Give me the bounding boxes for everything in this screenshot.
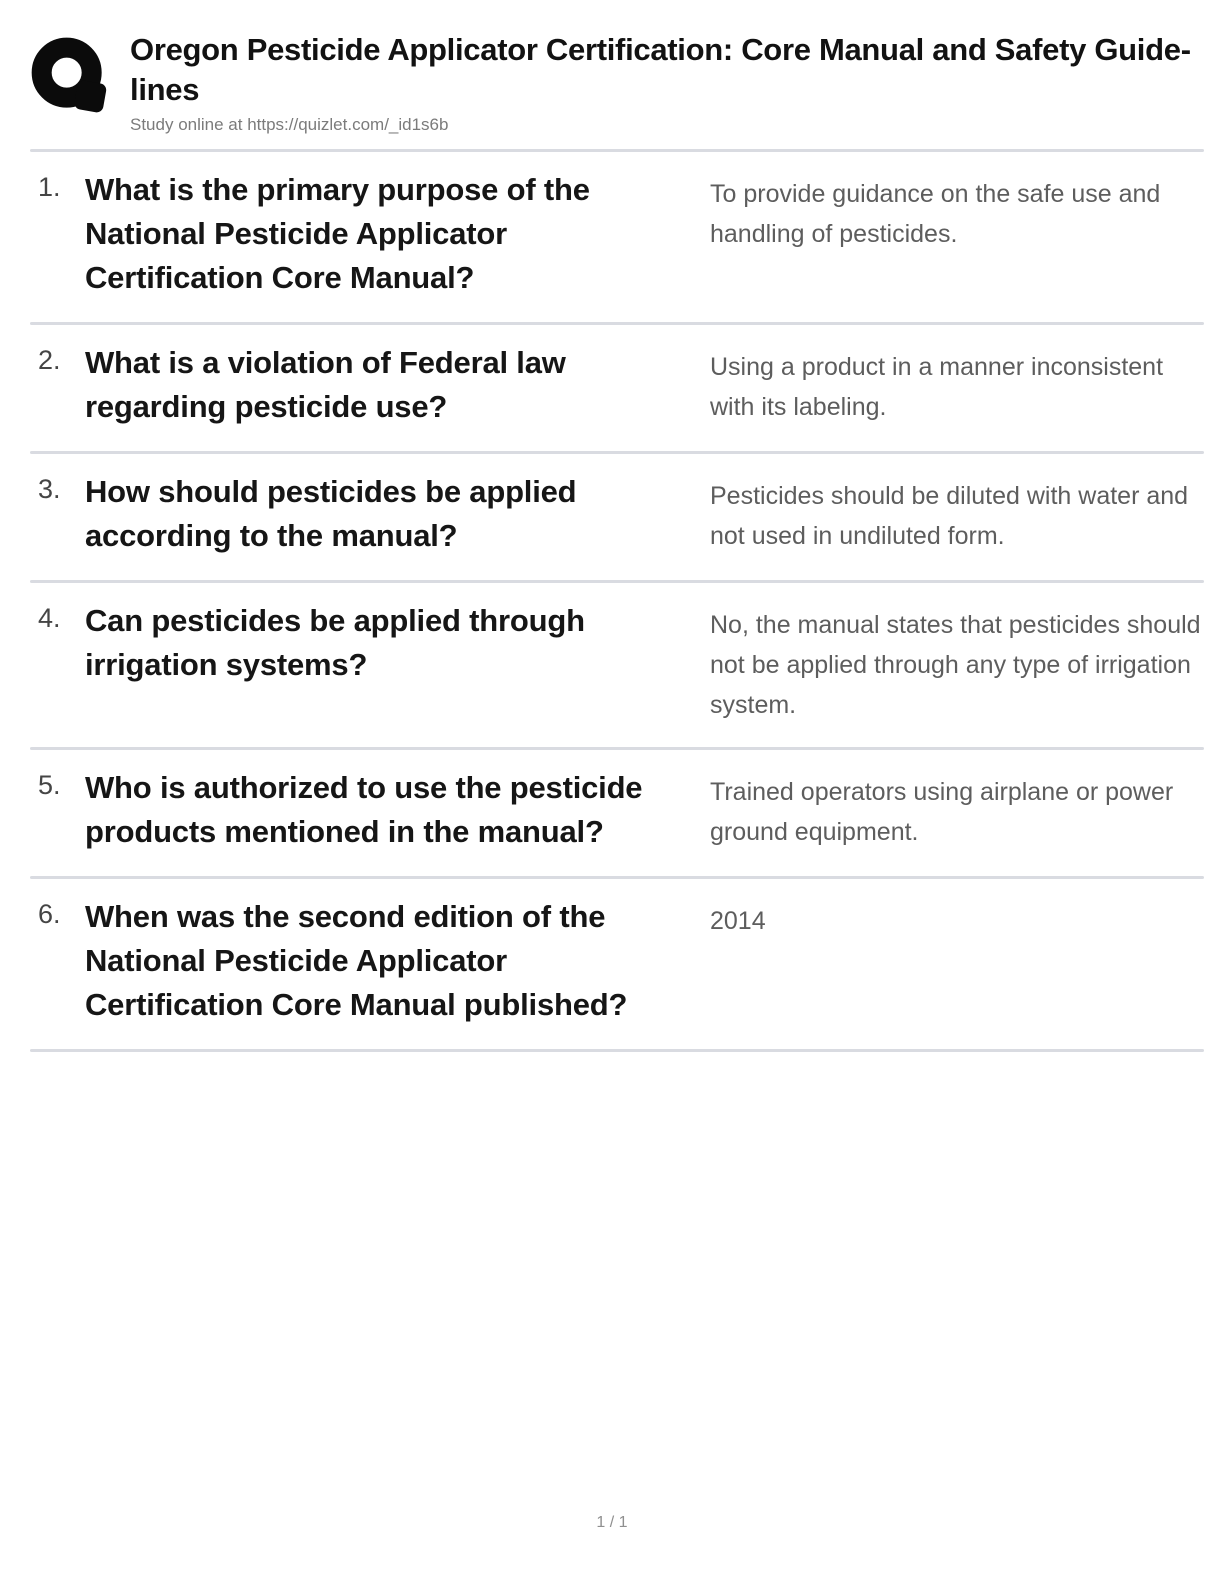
question-number: 1.: [38, 172, 61, 202]
page-title: Oregon Pesticide Applicator Certification: Core Manual and Safety Guidelines: [130, 32, 1192, 107]
qa-row: [30, 152, 1204, 322]
question-text: Can pesticides be applied through irrigation systems?: [85, 603, 585, 682]
answer-text: To provide guidance on the safe use and handling of pesticides.: [710, 180, 1161, 248]
answer-text: No, the manual states that pesticides should not be applied through any type of irrigation system.: [710, 611, 1201, 719]
question-text: What is a violation of Federal law regarding pesticide use?: [85, 345, 566, 424]
page-indicator: 1 / 1: [596, 1514, 628, 1531]
question-text: How should pesticides be applied according to the manual?: [85, 474, 577, 553]
divider: [30, 1049, 1204, 1052]
header: [30, 30, 1204, 135]
qa-row: [30, 879, 1204, 1049]
question-number: 3.: [38, 474, 61, 504]
qa-row: [30, 454, 1204, 580]
answer-text: Trained operators using airplane or power ground equipment.: [710, 778, 1174, 846]
qa-row: [30, 583, 1204, 747]
question-number: 5.: [38, 770, 61, 800]
answer-text: 2014: [710, 907, 766, 935]
quizlet-q-logo-icon: [30, 36, 110, 116]
header-text-block: [130, 30, 1204, 135]
question-text: When was the second edition of the National Pesticide Applicator Certification Core Manual published?: [85, 899, 628, 1022]
study-online-url: Study online at https://quizlet.com/_id1s6b: [130, 115, 449, 134]
question-number: 4.: [38, 603, 61, 633]
question-text: What is the primary purpose of the National Pesticide Applicator Certification Core Manual?: [85, 172, 590, 295]
qa-row: [30, 750, 1204, 876]
question-number: 6.: [38, 899, 61, 929]
question-number: 2.: [38, 345, 61, 375]
question-text: Who is authorized to use the pesticide products mentioned in the manual?: [85, 770, 643, 849]
answer-text: Using a product in a manner inconsistent with its labeling.: [710, 353, 1164, 421]
qa-list: [30, 149, 1204, 1052]
answer-text: Pesticides should be diluted with water and not used in undiluted form.: [710, 482, 1189, 550]
qa-row: [30, 325, 1204, 451]
